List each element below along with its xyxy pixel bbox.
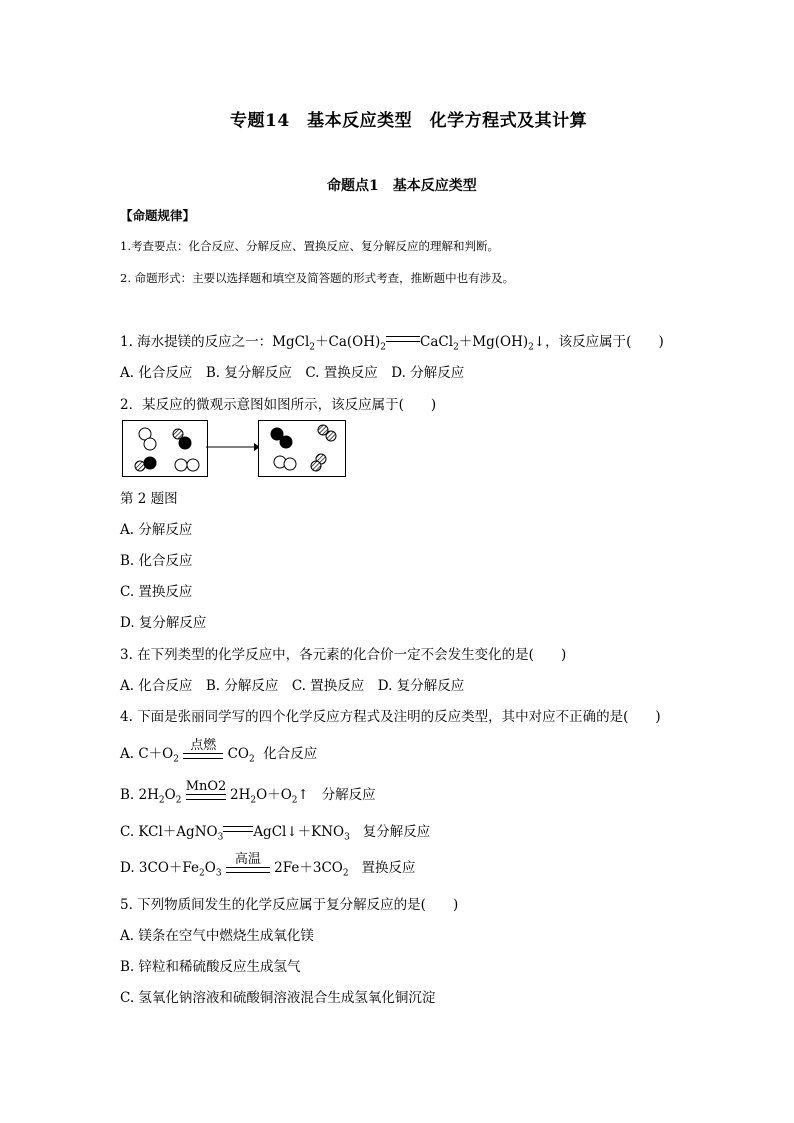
question-2-option-b: B. 化合反应 bbox=[120, 553, 193, 569]
atom-black bbox=[179, 437, 192, 450]
reaction-condition: 高温 bbox=[226, 853, 270, 873]
question-2-option-d: D. 复分解反应 bbox=[120, 615, 207, 631]
question-4-option-b: B. $2H_2O_2$ MnO2 $2H_2O+O_2↑$ 分解反应 bbox=[120, 779, 376, 806]
page-title: 专题14 基本反应类型 化学方程式及其计算 bbox=[230, 111, 588, 131]
question-4-option-a: A. $C+O_2$ 点燃 $CO_2$ 化合反应 bbox=[120, 738, 318, 765]
atom-hatched bbox=[173, 429, 183, 439]
rules-item-1: 1.考查要点：化合反应、分解反应、置换反应、复分解反应的理解和判断。 bbox=[120, 239, 499, 253]
atom-white bbox=[284, 458, 296, 470]
question-5-option-b: B. 锌粒和稀硫酸反应生成氢气 bbox=[120, 959, 301, 975]
question-5-option-c: C. 氢氧化钠溶液和硫酸铜溶液混合生成氢氧化铜沉淀 bbox=[120, 990, 436, 1006]
figure-caption: 第 2 题图 bbox=[120, 491, 178, 507]
atom-black bbox=[144, 457, 157, 470]
question-1-stem: 1. 海水提镁的反应之一：$MgCl_2+Ca(OH)_2$ $CaCl_2+Mg(OH)_2↓$，该反应属于( ) bbox=[120, 334, 664, 353]
reaction-condition: 点燃 bbox=[183, 739, 223, 759]
atom-hatched bbox=[311, 461, 321, 471]
atom-white bbox=[144, 438, 156, 450]
question-2-option-a: A. 分解反应 bbox=[120, 522, 193, 538]
rules-item-2: 2. 命题形式：主要以选择题和填空及简答题的形式考查，推断题中也有涉及。 bbox=[120, 271, 515, 285]
atom-hatched bbox=[135, 461, 145, 471]
question-1-options: A. 化合反应 B. 复分解反应 C. 置换反应 D. 分解反应 bbox=[120, 365, 465, 381]
question-4-option-c: C. KCl＋AgNO$_3$ $AgCl↓+KNO_3$ 复分解反应 bbox=[120, 824, 431, 843]
question-5-stem: 5. 下列物质间发生的化学反应属于复分解反应的是( ) bbox=[120, 897, 459, 913]
question-4-stem: 4. 下面是张丽同学写的四个化学反应方程式及注明的反应类型，其中对应不正确的是( ) bbox=[120, 709, 661, 725]
question-2-stem: 2．某反应的微观示意图如图所示，该反应属于( ) bbox=[120, 397, 437, 413]
products-box bbox=[258, 420, 346, 477]
question-3-options: A. 化合反应 B. 分解反应 C. 置换反应 D. 复分解反应 bbox=[120, 678, 465, 694]
reactants-box bbox=[122, 420, 208, 477]
reaction-arrow bbox=[206, 442, 260, 452]
atom-white bbox=[175, 459, 187, 471]
atom-hatched bbox=[326, 431, 336, 441]
atom-black bbox=[280, 436, 293, 449]
question-2-option-c: C. 置换反应 bbox=[120, 584, 193, 600]
atom-white bbox=[187, 459, 199, 471]
reactants-molecules bbox=[123, 421, 207, 476]
question-4-option-d: D. $3CO+Fe_2O_3$ 高温 $2Fe+3CO_2$ 置换反应 bbox=[120, 852, 416, 879]
rules-heading: 【命题规律】 bbox=[120, 208, 196, 223]
section-subtitle: 命题点1 基本反应类型 bbox=[327, 178, 477, 194]
products-molecules bbox=[259, 421, 345, 476]
question-3-stem: 3. 在下列类型的化学反应中，各元素的化合价一定不会发生变化的是( ) bbox=[120, 647, 567, 663]
reaction-condition: MnO2 bbox=[186, 780, 226, 800]
question-5-option-a: A. 镁条在空气中燃烧生成氧化镁 bbox=[120, 928, 314, 944]
